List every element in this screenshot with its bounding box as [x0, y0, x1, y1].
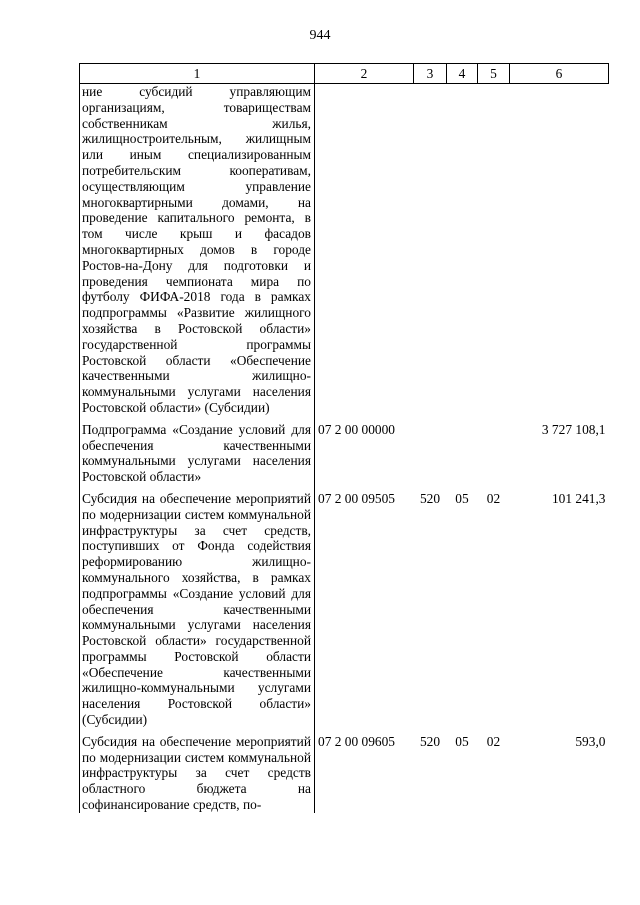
table-row [80, 416, 609, 485]
row-amount: 101 241,3 [551, 490, 606, 506]
row-col-4: 05 [455, 490, 469, 506]
budget-table [79, 63, 609, 813]
row-name: ние субсидий управляющим организациям, товариществам собственникам жилья, жилищностроительным, жилищным или иным специализированным потребительским кооперативам, осуществляющим управление многоквартирными домами, на проведение капитального ремонта, в том числе крыш и фасадов многоквартирных домов в городе Ростов-на-Дону для подготовки и проведения чемпионата мира по футболу ФИФА-2018 года в рамках подпрограммы «Развитие жилищного хозяйства в Ростовской области» государственной программы Ростовской области «Обеспечение качественными жилищно-коммунальными услугами населения Ростовской области» (Субсидии) [80, 84, 315, 416]
row-code: 07 2 00 09605 [318, 733, 395, 749]
header-col-2: 2 [315, 64, 414, 84]
header-col-5: 5 [478, 64, 510, 84]
row-col-3: 520 [419, 490, 441, 506]
table-row [80, 728, 609, 813]
row-code: 07 2 00 00000 [318, 421, 395, 437]
row-col-5: 02 [486, 490, 501, 506]
row-col-3: 520 [419, 733, 441, 749]
row-col-3 [414, 416, 447, 485]
row-col-5: 02 [486, 733, 501, 749]
row-col-4 [447, 416, 478, 485]
row-col-5 [478, 416, 510, 485]
table-row [80, 485, 609, 728]
row-code [315, 84, 414, 416]
row-name: Подпрограмма «Создание условий для обеспечения качественными коммунальными услугами населения Ростовской области» [80, 416, 315, 485]
row-col-3 [414, 84, 447, 416]
row-code: 07 2 00 09505 [318, 490, 395, 506]
row-name: Субсидия на обеспечение мероприятий по модернизации систем коммунальной инфраструктуры за счет средств, поступивших от Фонда содействия реформированию жилищно-коммунального хозяйства, в рамках подпрограммы «Создание условий для обеспечения качественными коммунальными услугами населения Ростовской области» государственной программы Ростовской области «Обеспечение качественными жилищно-коммунальными услугами населения Ростовской области» (Субсидии) [80, 485, 315, 728]
row-col-4: 05 [455, 733, 469, 749]
table-row [80, 84, 609, 416]
row-amount: 3 727 108,1 [541, 421, 606, 437]
row-amount [510, 84, 609, 416]
header-row [80, 64, 609, 84]
header-col-6: 6 [510, 64, 609, 84]
header-col-4: 4 [447, 64, 478, 84]
header-col-3: 3 [414, 64, 447, 84]
row-amount: 593,0 [575, 733, 606, 749]
header-col-1: 1 [80, 64, 315, 84]
row-col-4 [447, 84, 478, 416]
row-name: Субсидия на обеспечение мероприятий по модернизации систем коммунальной инфраструктуры за счет средств областного бюджета на софинансирование средств, по- [80, 728, 315, 813]
page-number: 944 [309, 28, 331, 43]
row-col-5 [478, 84, 510, 416]
